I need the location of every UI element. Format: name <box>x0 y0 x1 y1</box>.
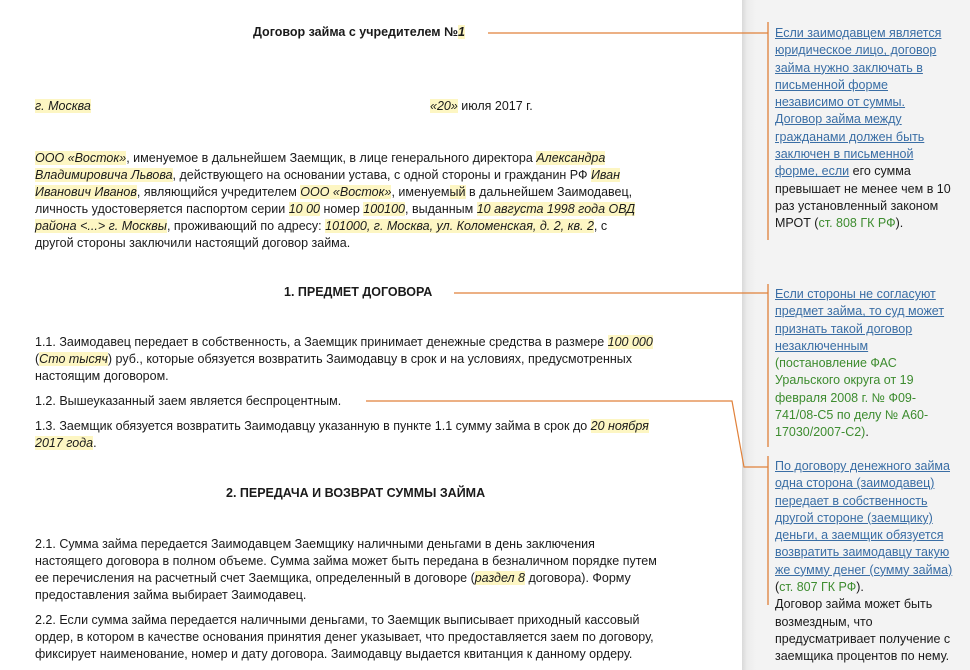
comment-link[interactable]: Договор займа между <box>775 112 902 127</box>
text-run: района <...> г. Москвы <box>35 219 167 233</box>
text-run: ) руб., которые обязуется возвратить Заимодавцу в срок и на условиях, предусмотренных <box>107 352 632 366</box>
text-run: МРОТ ( <box>775 216 819 231</box>
text-run: ( <box>35 352 40 366</box>
law-reference: ст. 807 ГК РФ <box>779 580 857 595</box>
text-run: ( <box>775 580 780 595</box>
comment-link[interactable]: предмет займа, то суд может <box>775 304 945 319</box>
text-run: 101000, г. Москва, ул. Коломенская, д. 2, кв. 2 <box>325 219 594 233</box>
comment-link[interactable]: письменной форме <box>775 77 889 92</box>
text-run: Александра <box>536 151 606 165</box>
comment-link[interactable]: гражданами должен быть <box>775 129 925 144</box>
text-run: ООО «Восток» <box>35 151 127 165</box>
date-day: «20» <box>430 99 458 113</box>
city <box>35 98 91 115</box>
text-run: личность удостоверяется паспортом серии <box>35 202 289 216</box>
text-run: Владимировича Львова <box>35 168 173 182</box>
text-run: 1.1. Заимодавец передает в собственность, а Заемщик принимает денежные средства в размере <box>35 335 608 349</box>
law-reference: (постановление ФАС <box>775 356 897 371</box>
comment-loan-definition <box>775 458 952 666</box>
comment-link[interactable]: же сумму денег (сумму займа) <box>775 562 953 577</box>
text-run: фиксирует наименование, номер и дату договора. Заимодавцу выдается квитанция к данному ордеру. <box>35 647 633 661</box>
text-run: ). <box>895 216 904 231</box>
comment-link[interactable]: передает в собственность <box>775 493 928 508</box>
text-run: превышает не менее чем в 10 <box>775 181 951 196</box>
text-run: 10 00 <box>288 202 320 216</box>
text-run: ООО «Восток» <box>300 185 392 199</box>
title-text: Договор займа с учредителем № <box>253 25 458 39</box>
text-run: , выданным <box>405 202 477 216</box>
text-run: ее перечисления на расчетный счет Заемщика, определенный в договоре ( <box>35 571 475 585</box>
comment-link[interactable]: юридическое лицо, договор <box>775 43 937 58</box>
law-reference: 17030/2007-С2) <box>775 425 866 440</box>
comment-written-form <box>775 25 951 233</box>
law-reference: Уральского округа от 19 <box>775 373 914 388</box>
section-2-title: 2. ПЕРЕДАЧА И ВОЗВРАТ СУММЫ ЗАЙМА <box>226 486 486 500</box>
text-run: , именуемое в дальнейшем Заемщик, в лице генерального директора <box>126 151 537 165</box>
comment-link[interactable]: По договору денежного займа <box>775 459 950 473</box>
comment-link[interactable]: незаключенным <box>775 338 869 353</box>
city-value: г. Москва <box>35 99 91 113</box>
text-run: . <box>93 436 97 450</box>
text-run: , действующего на основании устава, с одной стороны и гражданин РФ <box>172 168 591 182</box>
text-run: 1.3. Заемщик обязуется возвратить Заимодавцу указанную в пункте 1.1 сумму займа в срок до <box>35 419 591 433</box>
date-rest: июля 2017 г. <box>457 99 533 113</box>
text-run: предоставления займа выбирает Заимодавец. <box>35 588 307 602</box>
text-run: ордер, в котором в качестве основания принятия денег указывает, что предоставляется заем по договору, <box>35 630 654 644</box>
text-run: Иван <box>590 168 621 182</box>
text-run: раздел 8 <box>474 571 525 585</box>
section-1-title: 1. ПРЕДМЕТ ДОГОВОРА <box>284 285 433 299</box>
comment-subject <box>775 286 944 442</box>
text-run: 100 000 <box>607 335 653 349</box>
clause-1-2: 1.2. Вышеуказанный заем является беспроцентным. <box>35 394 342 408</box>
preamble-paragraph <box>35 150 635 252</box>
comment-link[interactable]: займа нужно заключать в <box>775 60 923 75</box>
comment-link[interactable]: Если стороны не согласуют <box>775 287 936 301</box>
document-title <box>253 24 465 41</box>
comment-link[interactable]: независимо от суммы. <box>775 95 906 110</box>
text-run: , проживающий по адресу: <box>166 219 326 233</box>
text-run: 2.2. Если сумма займа передается наличными деньгами, то Заемщик выписывает приходный кассовый <box>35 613 640 627</box>
title-number: 1 <box>457 25 465 39</box>
text-run: другой стороны заключили настоящий договор займа. <box>35 236 351 250</box>
text-run: Договор займа может быть <box>775 597 933 612</box>
text-run: 10 августа 1998 года ОВД <box>476 202 636 216</box>
comment-link[interactable]: заключен в письменной <box>775 147 914 162</box>
text-run: возмездным, что <box>775 614 873 629</box>
law-reference: февраля 2008 г. № Ф09- <box>775 390 917 405</box>
comment-link[interactable]: деньги, а заемщик обязуется <box>775 528 944 543</box>
text-run: 2.1. Сумма займа передается Заимодавцем Заемщику наличными деньгами в день заключения <box>35 537 595 551</box>
text-run: договора). Форму <box>524 571 631 585</box>
comment-link[interactable]: другой стороне (заемщику) <box>775 510 933 525</box>
law-reference: 741/08-С5 по делу № А60- <box>775 408 929 423</box>
text-run: 100100 <box>363 202 405 216</box>
text-run: 2017 года <box>35 436 94 450</box>
text-run: , именуем <box>391 185 450 199</box>
comment-link[interactable]: Если заимодавцем является <box>775 26 942 40</box>
text-run: настоящего договора в полном объеме. Сумма займа может быть передана в безналичном порядке путем <box>35 554 657 568</box>
text-run: . <box>865 425 869 440</box>
comment-link[interactable]: признать такой договор <box>775 321 913 336</box>
comment-link[interactable]: одна сторона (заимодавец) <box>775 476 935 491</box>
law-reference: ст. 808 ГК РФ <box>818 216 896 231</box>
clause-1-1 <box>35 334 653 385</box>
text-run: настоящим договором. <box>35 369 169 383</box>
text-run: раз установленный законом <box>775 198 939 213</box>
comment-link[interactable]: форме, если <box>775 164 850 179</box>
text-run: Сто тысяч <box>39 352 108 366</box>
comment-link[interactable]: возвратить заимодавцу такую <box>775 545 950 560</box>
text-run: заемщика процентов по нему. <box>775 649 950 664</box>
text-run: ый <box>449 185 466 199</box>
text-run: предусматривает получение с <box>775 631 951 646</box>
text-run: 20 ноября <box>590 419 649 433</box>
text-run: , с <box>593 219 608 233</box>
text-run: Иванович Иванов <box>35 185 137 199</box>
contract-date <box>430 98 533 115</box>
text-run: , являющийся учредителем <box>136 185 301 199</box>
text-run: ). <box>856 580 864 595</box>
text-run: номер <box>319 202 364 216</box>
text-run: его сумма <box>849 164 911 179</box>
clause-1-3 <box>35 418 649 452</box>
text-run: в дальнейшем Заимодавец, <box>465 185 633 199</box>
clause-2-2 <box>35 612 654 663</box>
clause-2-1 <box>35 536 657 604</box>
